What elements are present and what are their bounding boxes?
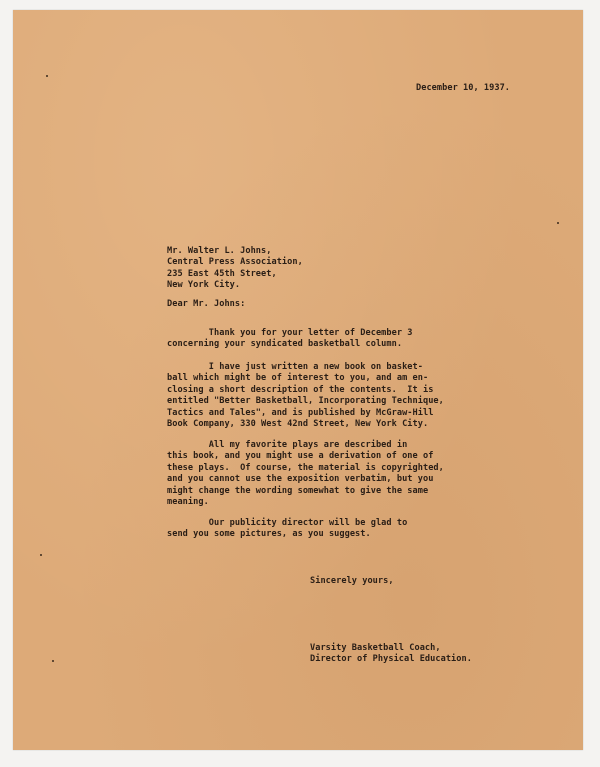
paragraph-line: closing a short description of the contents. It is <box>167 384 434 395</box>
paragraph-line: ball which might be of interest to you, and am en- <box>167 373 429 384</box>
paper-speck <box>40 554 42 556</box>
closing: Sincerely yours, <box>310 576 394 586</box>
letter-page <box>13 10 583 750</box>
paragraph-line: concerning your syndicated basketball column. <box>167 339 403 350</box>
paragraph-plays <box>167 440 444 508</box>
paper-speck <box>52 660 54 662</box>
salutation: Dear Mr. Johns: <box>167 299 246 309</box>
paragraph-line: these plays. Of course, the material is copyrighted, <box>167 462 444 473</box>
paper-speck <box>46 75 48 77</box>
paragraph-line: I have just written a new book on basket- <box>167 362 423 372</box>
signature-line: Director of Physical Education. <box>310 654 472 665</box>
recipient-line: New York City. <box>167 280 241 291</box>
paragraph-line: and you cannot use the exposition verbatim, but you <box>167 474 434 485</box>
signature-line: Varsity Basketball Coach, <box>310 643 441 653</box>
paragraph-line: entitled "Better Basketball, Incorporating Technique, <box>167 396 444 407</box>
paragraph-book <box>167 362 444 430</box>
paragraph-line: Our publicity director will be glad to <box>167 518 408 528</box>
paragraph-line: meaning. <box>167 497 209 508</box>
paragraph-line: All my favorite plays are described in <box>167 440 408 450</box>
paragraph-line: this book, and you might use a derivation of one of <box>167 451 434 462</box>
paragraph-line: might change the wording somewhat to give the same <box>167 485 429 496</box>
paper-speck <box>557 222 559 224</box>
paragraph-line: Thank you for your letter of December 3 <box>167 328 413 338</box>
letter-date: December 10, 1937. <box>416 83 511 93</box>
paragraph-line: Book Company, 330 West 42nd Street, New York City. <box>167 419 429 430</box>
recipient-address <box>167 246 303 292</box>
paragraph-thanks <box>167 328 413 351</box>
recipient-line: 235 East 45th Street, <box>167 268 277 279</box>
paragraph-line: Tactics and Tales", and is published by McGraw-Hill <box>167 407 434 418</box>
recipient-line: Mr. Walter L. Johns, <box>167 246 272 256</box>
paragraph-line: send you some pictures, as you suggest. <box>167 529 371 540</box>
signature-block <box>310 643 472 666</box>
recipient-line: Central Press Association, <box>167 257 303 268</box>
paragraph-publicity <box>167 518 407 541</box>
